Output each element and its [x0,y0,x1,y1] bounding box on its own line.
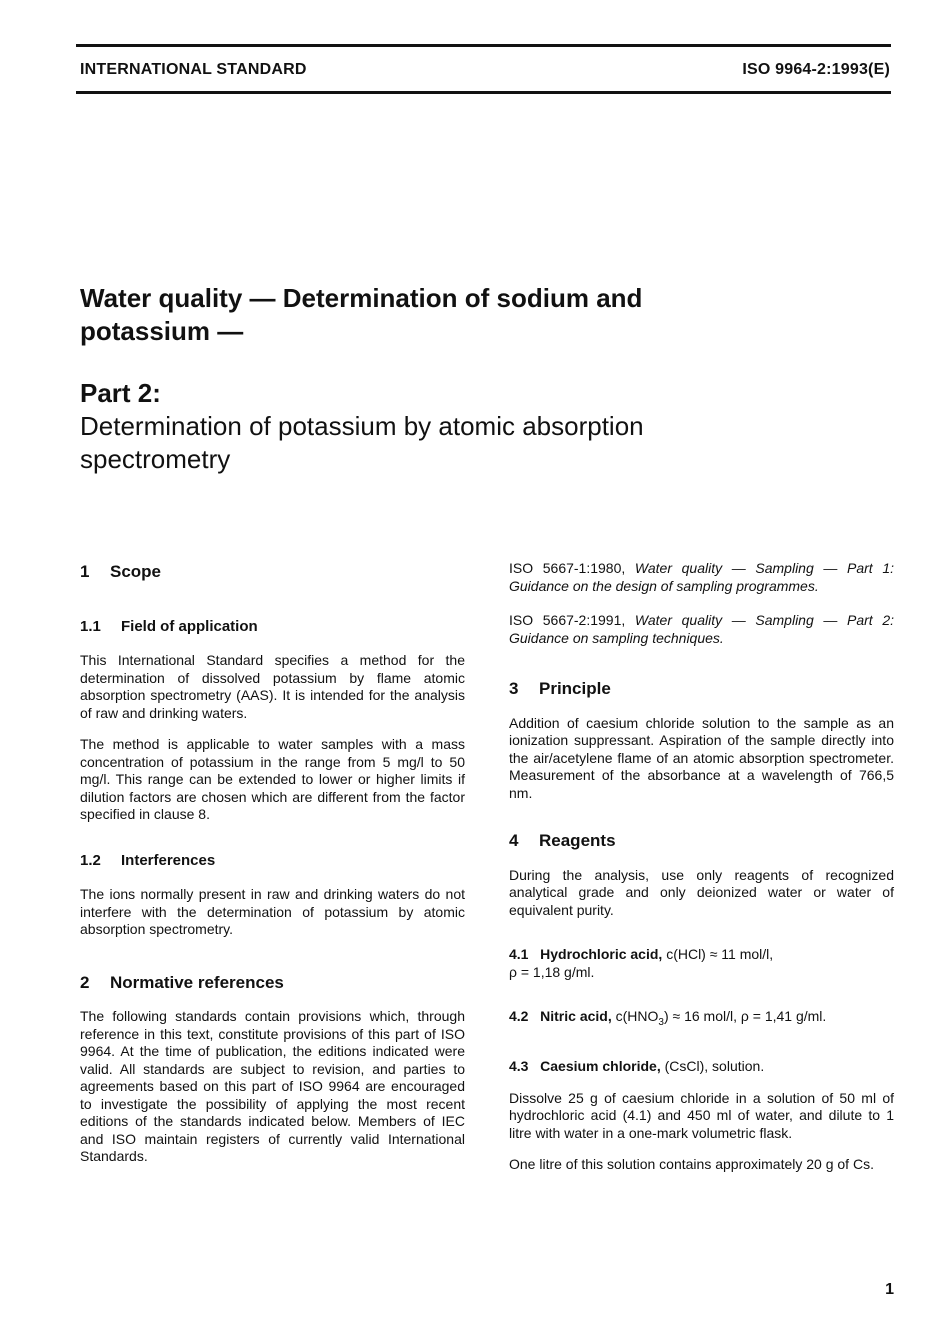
section-number: 1.2 [80,851,101,869]
paragraph: Dissolve 25 g of caesium chloride in a solution of 50 ml of hydrochloric acid (4.1) and 450 ml of water, and dilute to 1 litre with water in a one-mark volumetric flask. [509,1089,894,1141]
section-title: Scope [110,562,162,581]
section-title: Reagents [539,831,616,850]
reference-code: ISO 5667-1:1980, [509,560,626,576]
document-title [80,282,860,348]
reagent-name: Nitric acid, [540,1008,612,1024]
header-rule-bottom [76,91,891,94]
paragraph: The following standards contain provisions which, through reference in this text, constitute provisions of this part of ISO 9964. At the time of publication, the editions indicated were valid. All standards are subject to revision, and parties to agreements based on this part of ISO 9964 are encouraged to investigate the possibility of applying the most recent editions of the standards indicated below. Members of IEC and ISO maintain registers of currently valid International Standards. [80,1008,465,1164]
subtitle-line-2: spectrometry [80,444,231,474]
section-3-heading [509,680,894,698]
reagent-number: 4.2 [509,1008,529,1024]
reagent-4-2 [509,1008,894,1031]
header-standard-number: ISO 9964-2:1993(E) [742,61,890,78]
section-number: 1.1 [80,617,101,635]
reagent-formula: c(HCl) ≈ 11 mol/l, [666,946,774,962]
normative-reference-1 [509,560,894,595]
section-title: Interferences [121,851,216,869]
paragraph: The ions normally present in raw and drinking waters do not interfere with the determination of potassium by atomic absorption spectrometry. [80,886,465,937]
reagent-number: 4.3 [509,1058,529,1075]
section-1-2-heading [80,852,465,870]
reference-code: ISO 5667-2:1991, [509,612,626,628]
section-2-heading [80,974,465,992]
reagent-density: ρ = 1,18 g/ml. [509,963,595,980]
section-title: Principle [539,679,611,698]
reference-title: Water quality — Sampling — Part 2: Guidance on sampling techniques. [509,612,895,646]
part-label: Part 2: [80,378,161,408]
section-1-1-heading [80,618,465,636]
section-title: Normative references [110,972,284,992]
right-column [509,560,894,1174]
reagent-name: Caesium chloride, [540,1058,661,1075]
reagent-4-3 [509,1058,894,1076]
section-1-heading [80,563,465,581]
subtitle-line-1: Determination of potassium by atomic absorption [80,411,644,441]
paragraph: One litre of this solution contains approximately 20 g of Cs. [509,1156,874,1173]
section-number: 3 [509,679,519,698]
paragraph: Addition of caesium chloride solution to the sample as an ionization suppressant. Aspiration of the sample directly into the air/acetylene flame of an atomic absorption spectrometer. Measurement of the absorbance at a wavelength of 766,5 nm. [509,714,894,801]
section-number: 1 [80,562,90,581]
formula-part: c(HNO [615,1008,659,1024]
title-line-1: Water quality — Determination of sodium and [80,283,643,313]
paragraph: During the analysis, use only reagents of recognized analytical grade and only deionized water or water of equivalent purity. [509,866,894,918]
formula-subscript: 3 [658,1016,664,1028]
reagent-description: (CsCl), solution. [664,1058,765,1075]
part-subtitle [80,410,840,476]
section-number: 2 [80,972,90,992]
section-4-heading [509,832,894,850]
reagent-4-1 [509,946,894,981]
section-title: Field of application [121,617,258,635]
section-number: 4 [509,831,519,850]
reagent-formula [615,1008,827,1028]
header-standard-type: INTERNATIONAL STANDARD [80,61,307,78]
header-rule-top [76,44,891,47]
page-number: 1 [885,1281,894,1298]
paragraph: This International Standard specifies a method for the determination of dissolved potassium by flame atomic absorption spectrometry (AAS). It is intended for the analysis of raw and drinking waters. [80,652,465,721]
formula-part: ) ≈ 16 mol/l, ρ = 1,41 g/ml. [663,1008,827,1024]
normative-reference-2 [509,612,894,647]
title-line-2: potassium — [80,316,244,346]
left-column [80,560,465,1166]
reagent-name: Hydrochloric acid, [540,946,663,962]
reagent-number: 4.1 [509,946,529,962]
paragraph: The method is applicable to water samples with a mass concentration of potassium in the range from 5 mg/l to 50 mg/l. This range can be extended to lower or higher limits if dilution factors are chosen which are different from the factor specified in clause 8. [80,736,465,822]
reference-title: Water quality — Sampling — Part 1: Guidance on the design of sampling programmes. [509,560,895,594]
